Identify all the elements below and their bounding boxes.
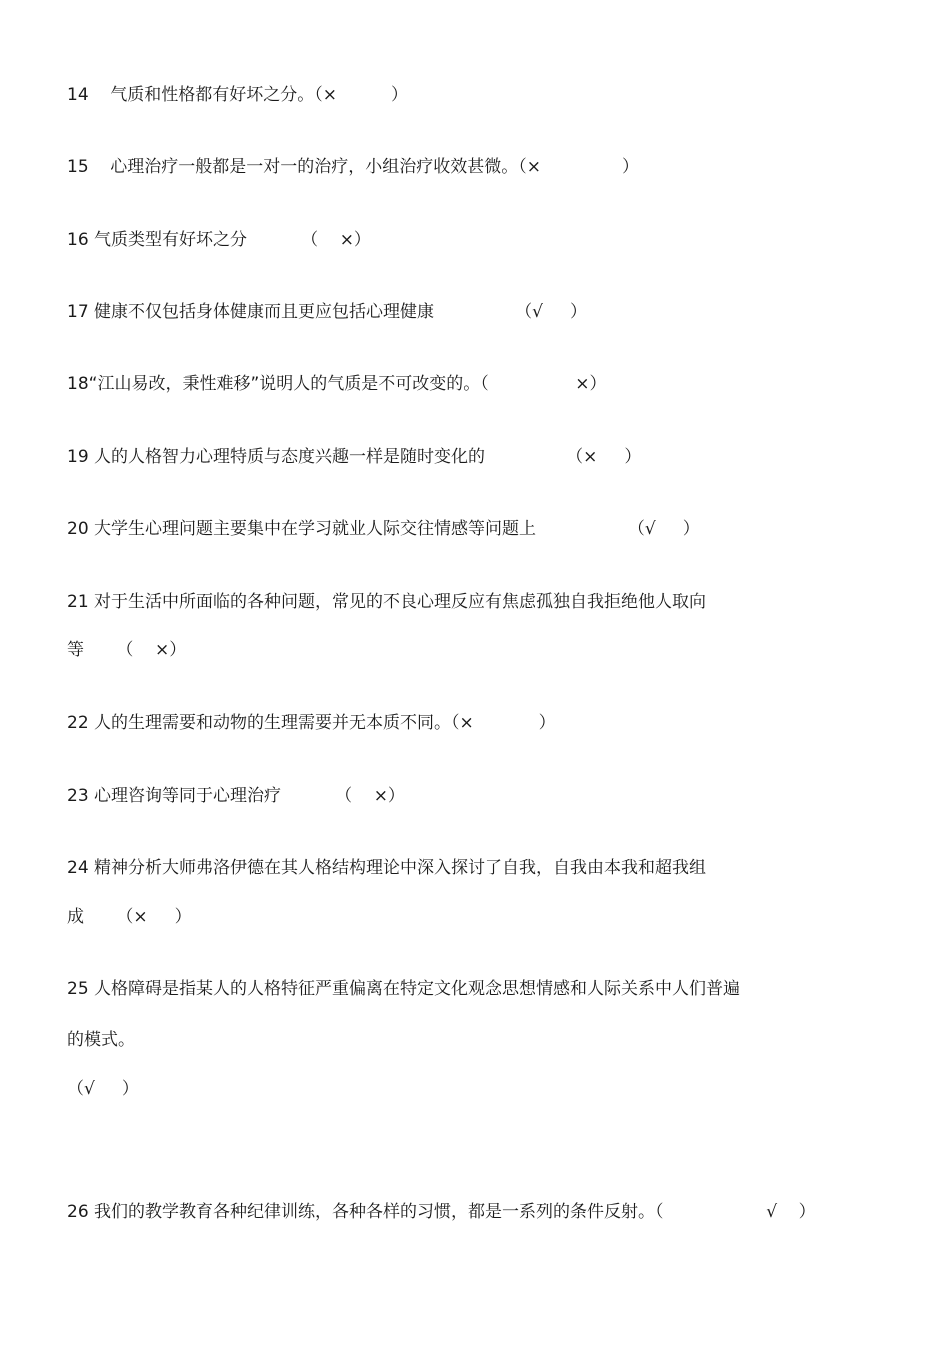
question-25-text: 25 人格障碍是指某人的人格特征严重偏离在特定文化观念思想情感和人际关系中人们普遍 [67, 979, 741, 999]
question-15-text: 15 心理治疗一般都是一对一的治疗，小组治疗收效甚微。（× ） [67, 157, 640, 177]
question-21-text: 21 对于生活中所面临的各种问题，常见的不良心理反应有焦虑孤独自我拒绝他人取向 [67, 592, 707, 612]
question-18-text: 18“江山易改，秉性难移”说明人的气质是不可改变的。（ ×） [67, 374, 607, 394]
question-20-text: 20 大学生心理问题主要集中在学习就业人际交往情感等问题上 （√ ） [67, 519, 700, 539]
question-17-text: 17 健康不仅包括身体健康而且更应包括心理健康 （√ ） [67, 302, 587, 322]
question-24-text: 24 精神分析大师弗洛伊德在其人格结构理论中深入探讨了自我，自我由本我和超我组 [67, 858, 707, 878]
question-16-text: 16 气质类型有好坏之分 （ ×） [67, 230, 371, 250]
question-19-text: 19 人的人格智力心理特质与态度兴趣一样是随时变化的 （× ） [67, 447, 642, 467]
question-24-continuation: 成 （× ） [67, 907, 192, 927]
question-22-text: 22 人的生理需要和动物的生理需要并无本质不同。（× ） [67, 713, 556, 733]
question-23-text: 23 心理咨询等同于心理治疗 （ ×） [67, 786, 405, 806]
question-26-text: 26 我们的教学教育各种纪律训练，各种各样的习惯，都是一系列的条件反射。（ √ ） [67, 1202, 816, 1222]
question-21-continuation: 等 （ ×） [67, 640, 187, 660]
question-14-text: 14 气质和性格都有好坏之分。（× ） [67, 85, 409, 105]
question-25-continuation: 的模式。 [67, 1030, 135, 1050]
question-25-answer: （√ ） [67, 1079, 139, 1099]
